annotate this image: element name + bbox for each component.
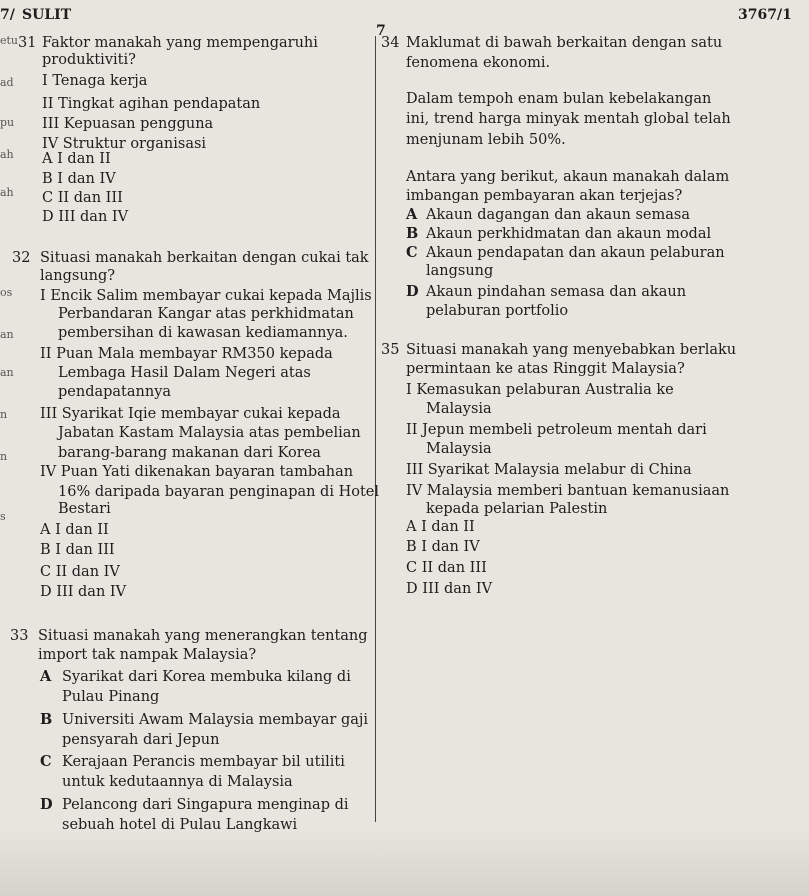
column-divider [375, 36, 376, 822]
option-a: A I dan II [406, 519, 475, 535]
question-stem: Faktor manakah yang mempengaruhi [42, 35, 318, 51]
statement-item: Bestari [58, 501, 111, 517]
option-letter: A [406, 206, 418, 223]
option-letter: C [406, 244, 418, 261]
option-d: D III dan IV [40, 584, 127, 600]
option-a: A I dan II [40, 522, 109, 538]
question-number: 35 [381, 342, 400, 358]
statement-item: III Syarikat Iqie membayar cukai kepada [40, 406, 341, 422]
statement-item: II Tingkat agihan pendapatan [42, 96, 261, 112]
statement-item: Jabatan Kastam Malaysia atas pembelian [58, 425, 361, 441]
option-c: langsung [426, 263, 494, 279]
question-stem: langsung? [40, 268, 116, 284]
page-shadow [0, 826, 809, 896]
question-stem: Maklumat di bawah berkaitan dengan satu [406, 35, 723, 51]
statement-item: Lembaga Hasil Dalam Negeri atas [58, 365, 311, 381]
option-c: Akaun pendapatan dan akaun pelaburan [426, 245, 725, 261]
info-text: Dalam tempoh enam bulan kebelakangan [406, 91, 712, 107]
statement-item: Malaysia [426, 401, 492, 417]
paper-code: 3767/1 [738, 7, 792, 23]
option-a: Pulau Pinang [62, 689, 160, 705]
statement-item: I Encik Salim membayar cukai kepada Majlis [40, 288, 372, 304]
option-letter: D [406, 283, 419, 300]
statement-item: II Puan Mala membayar RM350 kepada [40, 346, 333, 362]
margin-fragment: etu [0, 34, 19, 47]
corner-mark: 7/ [0, 7, 15, 23]
question-stem: import tak nampak Malaysia? [38, 647, 257, 663]
option-d: sebuah hotel di Pulau Langkawi [62, 817, 298, 833]
page-number: 7 [376, 23, 386, 39]
statement-item: Malaysia [426, 441, 492, 457]
question-stem: fenomena ekonomi. [406, 55, 551, 71]
option-d: Akaun pindahan semasa dan akaun [426, 284, 687, 300]
question-stem: Situasi manakah berkaitan dengan cukai tak [40, 250, 369, 266]
header-label: SULIT [22, 7, 72, 23]
margin-fragment: s [0, 510, 6, 523]
option-d: pelaburan portfolio [426, 303, 569, 319]
option-a: Syarikat dari Korea membuka kilang di [62, 669, 351, 685]
option-a: A I dan II [42, 151, 111, 167]
option-b: B I dan IV [42, 171, 116, 187]
option-c: C II dan IV [40, 564, 120, 580]
margin-fragment: os [0, 286, 13, 299]
option-letter: A [40, 668, 52, 685]
margin-fragment: ah [0, 148, 14, 161]
statement-item: IV Puan Yati dikenakan bayaran tambahan [40, 464, 354, 480]
option-b: Akaun perkhidmatan dan akaun modal [426, 226, 712, 242]
question-text: imbangan pembayaran akan terjejas? [406, 188, 683, 204]
margin-fragment: an [0, 328, 14, 341]
option-d: D III dan IV [42, 209, 129, 225]
question-stem: Situasi manakah yang menerangkan tentang [38, 628, 368, 644]
statement-item: III Kepuasan pengguna [42, 116, 214, 132]
option-c: C II dan III [42, 190, 123, 206]
margin-fragment: n [0, 450, 8, 463]
statement-item: pembersihan di kawasan kediamannya. [58, 325, 348, 341]
option-letter: D [40, 796, 53, 813]
option-a: Akaun dagangan dan akaun semasa [426, 207, 690, 223]
statement-item: pendapatannya [58, 384, 172, 400]
question-stem: produktiviti? [42, 52, 136, 68]
option-c: untuk kedutaannya di Malaysia [62, 774, 293, 790]
statement-item: II Jepun membeli petroleum mentah dari [406, 422, 707, 438]
statement-item: 16% daripada bayaran penginapan di Hotel [58, 484, 380, 500]
question-text: Antara yang berikut, akaun manakah dalam [406, 169, 730, 185]
statement-item: kepada pelarian Palestin [426, 501, 608, 517]
question-number: 31 [18, 35, 37, 51]
statement-item: IV Struktur organisasi [42, 136, 207, 152]
question-stem: permintaan ke atas Ringgit Malaysia? [406, 361, 685, 377]
option-b: pensyarah dari Jepun [62, 732, 220, 748]
question-number: 32 [12, 250, 31, 266]
statement-item: I Tenaga kerja [42, 73, 148, 89]
margin-fragment: ad [0, 76, 14, 89]
option-letter: C [40, 753, 52, 770]
info-text: menjunam lebih 50%. [406, 132, 566, 148]
question-number: 34 [381, 35, 400, 51]
margin-fragment: pu [0, 116, 15, 129]
question-number: 33 [10, 628, 29, 644]
margin-fragment: an [0, 366, 14, 379]
statement-item: IV Malaysia memberi bantuan kemanusiaan [406, 483, 730, 499]
margin-fragment: n [0, 408, 8, 421]
statement-item: III Syarikat Malaysia melabur di China [406, 462, 692, 478]
option-letter: B [406, 225, 419, 242]
question-stem: Situasi manakah yang menyebabkan berlaku [406, 342, 737, 358]
statement-item: barang-barang makanan dari Korea [58, 445, 321, 461]
margin-fragment: ah [0, 186, 14, 199]
option-d: Pelancong dari Singapura menginap di [62, 797, 349, 813]
option-b: B I dan IV [406, 539, 480, 555]
option-letter: B [40, 711, 53, 728]
option-d: D III dan IV [406, 581, 493, 597]
option-c: C II dan III [406, 560, 487, 576]
statement-item: Perbandaran Kangar atas perkhidmatan [58, 306, 354, 322]
option-b: Universiti Awam Malaysia membayar gaji [62, 712, 369, 728]
option-c: Kerajaan Perancis membayar bil utiliti [62, 754, 345, 770]
statement-item: I Kemasukan pelaburan Australia ke [406, 382, 674, 398]
option-b: B I dan III [40, 542, 115, 558]
info-text: ini, trend harga minyak mentah global telah [406, 111, 731, 127]
